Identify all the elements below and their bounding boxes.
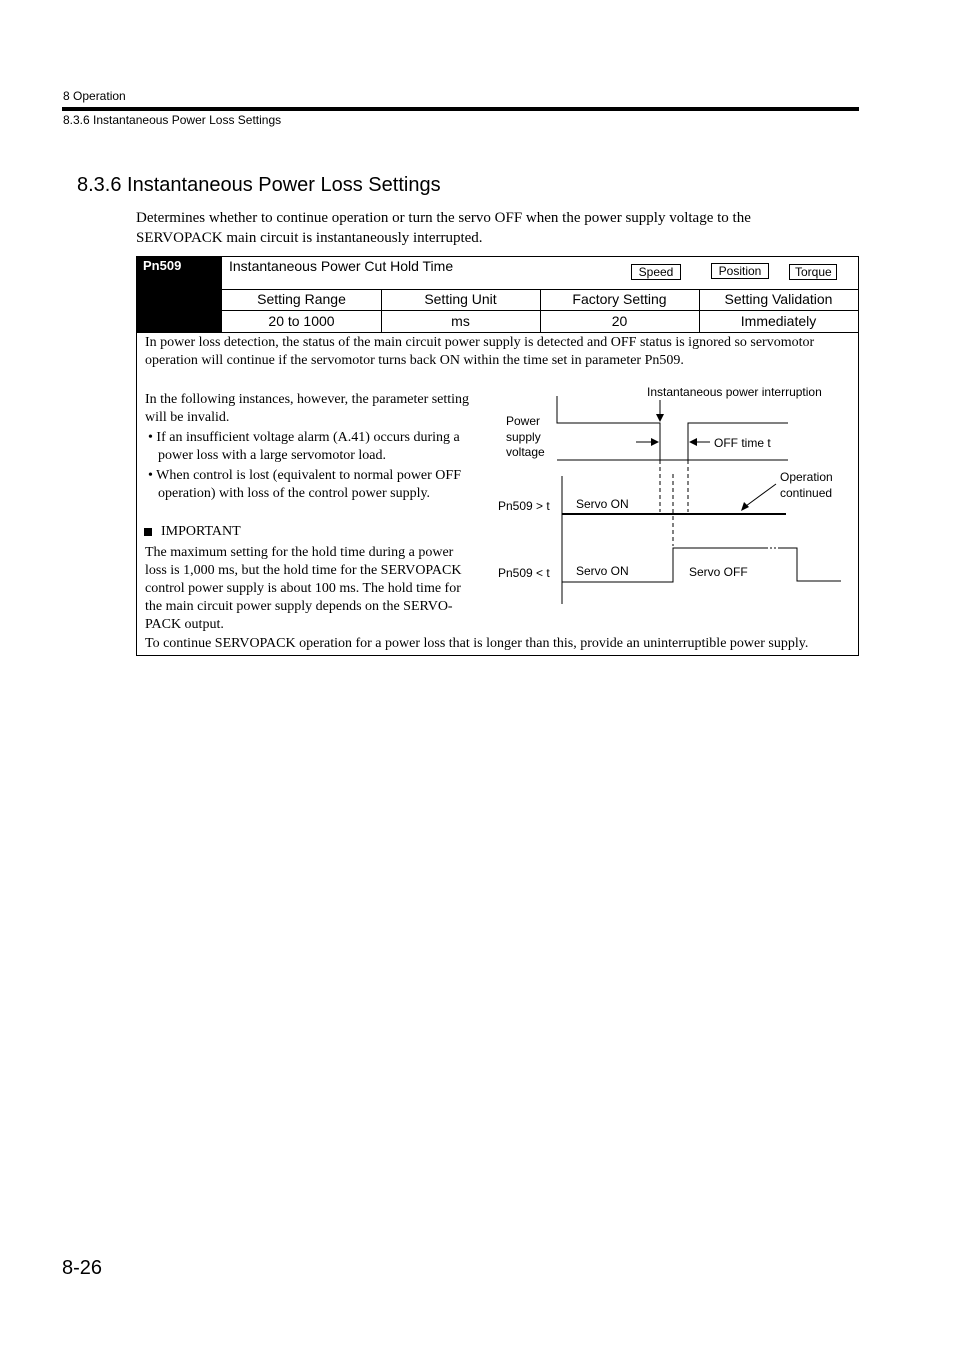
power-label-1: Power [506,414,541,428]
case1-label: Pn509 > t [498,499,550,513]
square-bullet-icon [144,528,152,536]
timing-diagram [490,378,850,608]
tag-speed: Speed [631,264,681,280]
section-title: 8.3.6 Instantaneous Power Loss Settings [77,174,441,196]
power-label-2: supply [506,430,541,444]
instances-lead: In the following instances, however, the parameter setting will be invalid. [145,392,470,425]
table-cell: 20 to 1000 [268,313,335,329]
operation-label-1: Operation [780,470,833,484]
table-cell: Immediately [740,313,817,329]
down-arrow-icon [656,414,664,422]
case2-servo-off: Servo OFF [689,565,748,579]
operation-label-2: continued [780,486,833,500]
important-text: The maximum setting for the hold time during a power loss is 1,000 ms, but the hold time for the SERVOPACK control power supply is about 100 ms. The hold time for the main circuit power supply depends on the SERVO-PACK output. [145,545,462,632]
power-label-3: voltage [506,445,545,459]
important-label: IMPORTANT [161,524,241,539]
parameter-name: Instantaneous Power Cut Hold Time [229,258,454,274]
column-header: Setting Unit [424,291,497,307]
operation-arrow-icon [741,502,749,511]
case2-label: Pn509 < t [498,566,550,580]
column-header: Factory Setting [572,291,667,307]
table-line [137,332,858,333]
column-header: Setting Validation [724,291,833,307]
running-header-chapter: 8 Operation [63,89,126,103]
case1-servo-on: Servo ON [576,497,629,511]
list-item: • If an insufficient voltage alarm (A.41) occurs during a power loss with a large servomotor load. [148,430,460,463]
operation-arrow-line [746,484,776,506]
ups-note: To continue SERVOPACK operation for a power loss that is longer than this, provide an uninterruptible power supply. [145,636,809,651]
page-number: 8-26 [62,1257,103,1279]
list-item: • When control is lost (equivalent to normal power OFF operation) with loss of the control power supply. [148,468,461,501]
power-waveform [557,396,788,460]
case2-servo-on: Servo ON [576,564,629,578]
intro-paragraph: Determines whether to continue operation or turn the servo OFF when the power supply voltage to the SERVOPACK main circuit is instantaneously interrupted. [136,210,751,246]
description-text: In power loss detection, the status of the main circuit power supply is detected and OFF status is ignored so servomotor operation will continue if the servomotor turns back ON within the time set in parameter Pn509. [145,335,815,368]
off-time-label: OFF time t [714,436,771,450]
header-rule [62,107,859,111]
case2-signal-tail [780,548,841,581]
interruption-label: Instantaneous power interruption [647,385,822,399]
column-header: Setting Range [257,291,346,307]
right-arrow-icon [651,438,659,446]
running-header-section: 8.3.6 Instantaneous Power Loss Settings [63,113,282,127]
table-cell: 20 [611,313,628,329]
tag-torque: Torque [789,264,837,280]
parameter-id: Pn509 [143,258,182,273]
left-arrow-icon [689,438,697,446]
table-cell: ms [451,313,470,329]
tag-position: Position [711,263,769,279]
